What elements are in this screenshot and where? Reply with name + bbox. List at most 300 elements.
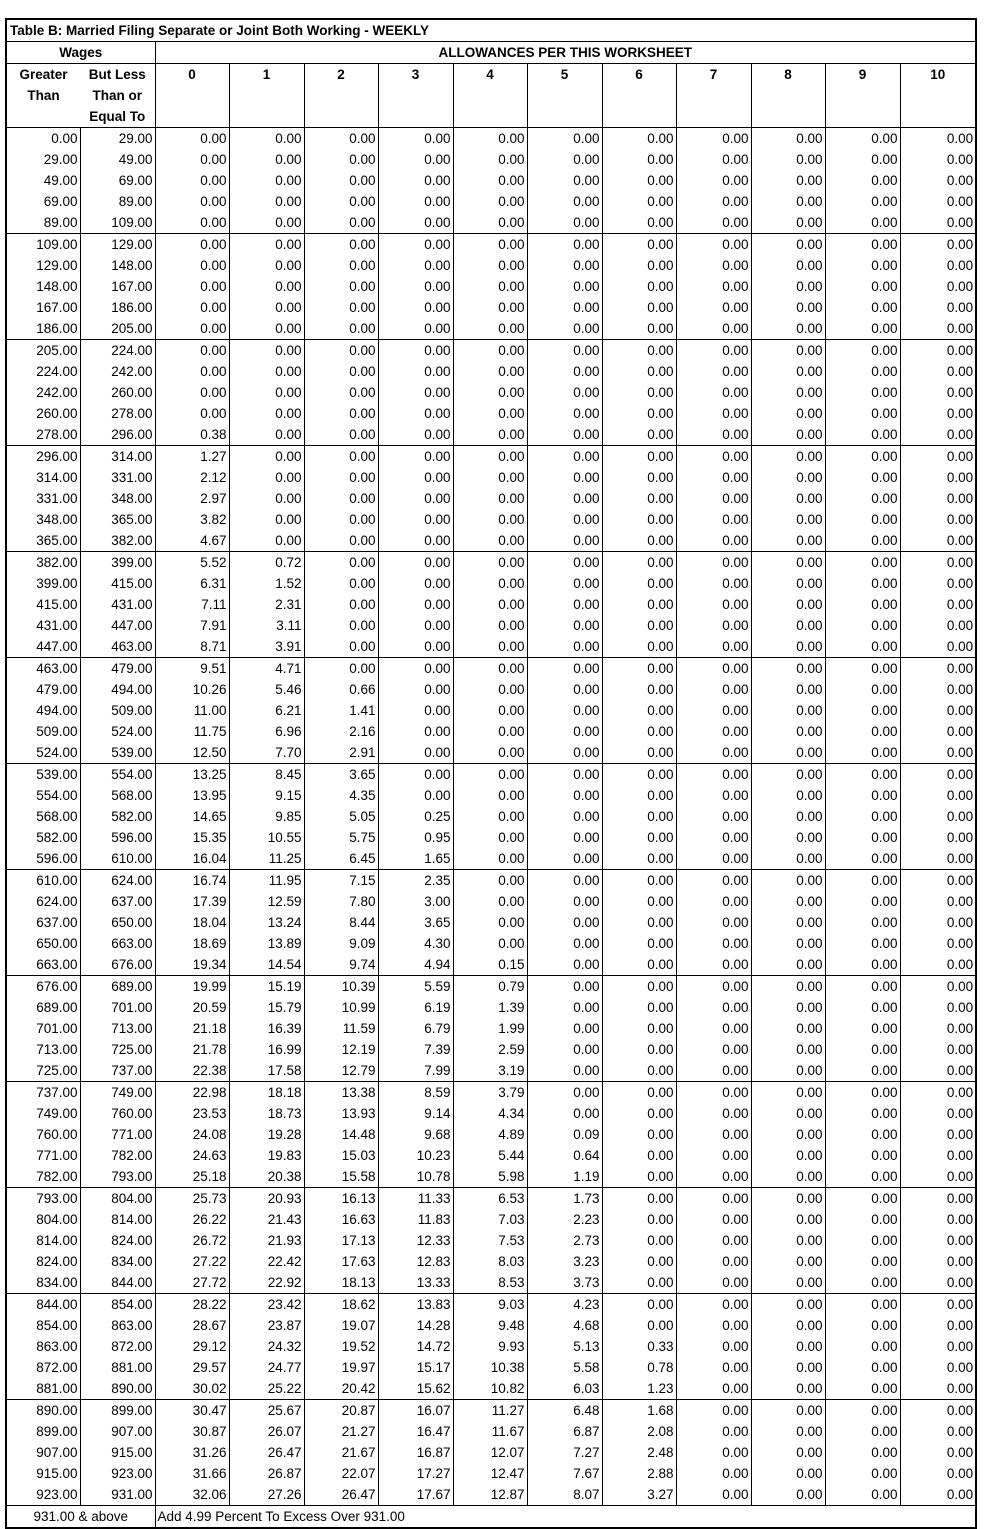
withholding-allowance-3-cell: 11.83 — [378, 1209, 453, 1230]
wage-greater-than-cell: 650.00 — [6, 933, 80, 954]
withholding-allowance-3-cell: 12.33 — [378, 1230, 453, 1251]
withholding-allowance-9-cell: 0.00 — [825, 1294, 900, 1316]
withholding-allowance-10-cell: 0.00 — [900, 403, 976, 424]
table-row — [6, 1442, 976, 1463]
withholding-allowance-5-cell: 0.00 — [527, 361, 602, 382]
withholding-allowance-2-cell: 0.00 — [304, 403, 378, 424]
table-row — [6, 870, 976, 892]
withholding-allowance-10-cell: 0.00 — [900, 1378, 976, 1400]
withholding-allowance-4-cell: 0.00 — [453, 170, 527, 191]
withholding-allowance-3-cell: 5.59 — [378, 976, 453, 998]
withholding-allowance-3-cell: 4.94 — [378, 954, 453, 976]
withholding-allowance-8-cell: 0.00 — [751, 997, 825, 1018]
withholding-allowance-10-cell: 0.00 — [900, 1357, 976, 1378]
wage-but-less-cell: 49.00 — [80, 149, 155, 170]
withholding-allowance-1-cell: 16.99 — [229, 1039, 304, 1060]
withholding-allowance-6-cell: 0.00 — [602, 636, 676, 658]
withholding-table — [5, 18, 977, 1529]
table-row — [6, 1315, 976, 1336]
wage-greater-than-cell: 554.00 — [6, 785, 80, 806]
withholding-allowance-7-cell: 0.00 — [676, 1145, 751, 1166]
withholding-allowance-9-cell: 0.00 — [825, 1442, 900, 1463]
withholding-allowance-7-cell: 0.00 — [676, 700, 751, 721]
withholding-allowance-2-cell: 0.00 — [304, 636, 378, 658]
withholding-allowance-10-cell: 0.00 — [900, 870, 976, 892]
wage-but-less-cell: 554.00 — [80, 764, 155, 786]
withholding-allowance-2-cell: 0.00 — [304, 128, 378, 150]
withholding-allowance-5-cell: 0.00 — [527, 1060, 602, 1082]
withholding-allowance-3-cell: 13.83 — [378, 1294, 453, 1316]
allowance-1-header: 1 — [229, 64, 304, 86]
withholding-allowance-7-cell: 0.00 — [676, 128, 751, 150]
wage-but-less-cell: 814.00 — [80, 1209, 155, 1230]
withholding-allowance-5-cell: 0.00 — [527, 191, 602, 212]
withholding-allowance-8-cell: 0.00 — [751, 594, 825, 615]
withholding-allowance-4-cell: 11.27 — [453, 1400, 527, 1422]
withholding-allowance-10-cell: 0.00 — [900, 1060, 976, 1082]
withholding-allowance-8-cell: 0.00 — [751, 509, 825, 530]
withholding-allowance-7-cell: 0.00 — [676, 848, 751, 870]
withholding-allowance-1-cell: 19.83 — [229, 1145, 304, 1166]
withholding-allowance-10-cell: 0.00 — [900, 1484, 976, 1506]
table-row — [6, 679, 976, 700]
withholding-allowance-8-cell: 0.00 — [751, 446, 825, 468]
withholding-allowance-6-cell: 0.00 — [602, 1272, 676, 1294]
withholding-allowance-1-cell: 12.59 — [229, 891, 304, 912]
withholding-allowance-5-cell: 7.27 — [527, 1442, 602, 1463]
table-row — [6, 1230, 976, 1251]
withholding-allowance-8-cell: 0.00 — [751, 615, 825, 636]
withholding-allowance-3-cell: 0.00 — [378, 361, 453, 382]
withholding-allowance-4-cell: 5.98 — [453, 1166, 527, 1188]
withholding-allowance-9-cell: 0.00 — [825, 361, 900, 382]
withholding-allowance-9-cell: 0.00 — [825, 318, 900, 340]
wage-but-less-cell: 624.00 — [80, 870, 155, 892]
withholding-allowance-2-cell: 12.79 — [304, 1060, 378, 1082]
withholding-allowance-0-cell: 9.51 — [155, 658, 229, 680]
table-row — [6, 509, 976, 530]
withholding-allowance-7-cell: 0.00 — [676, 1400, 751, 1422]
withholding-allowance-0-cell: 6.31 — [155, 573, 229, 594]
withholding-allowance-9-cell: 0.00 — [825, 870, 900, 892]
withholding-allowance-0-cell: 10.26 — [155, 679, 229, 700]
withholding-allowance-0-cell: 25.73 — [155, 1188, 229, 1210]
withholding-allowance-8-cell: 0.00 — [751, 1421, 825, 1442]
wage-greater-than-cell: 881.00 — [6, 1378, 80, 1400]
wage-greater-than-cell: 890.00 — [6, 1400, 80, 1422]
withholding-allowance-9-cell: 0.00 — [825, 636, 900, 658]
withholding-allowance-5-cell: 0.00 — [527, 530, 602, 552]
withholding-allowance-4-cell: 3.19 — [453, 1060, 527, 1082]
withholding-allowance-9-cell: 0.00 — [825, 1124, 900, 1145]
withholding-allowance-1-cell: 22.42 — [229, 1251, 304, 1272]
withholding-allowance-4-cell: 8.03 — [453, 1251, 527, 1272]
table-row — [6, 721, 976, 742]
withholding-allowance-0-cell: 11.75 — [155, 721, 229, 742]
withholding-allowance-3-cell: 0.95 — [378, 827, 453, 848]
withholding-allowance-7-cell: 0.00 — [676, 636, 751, 658]
withholding-allowance-3-cell: 0.00 — [378, 488, 453, 509]
withholding-allowance-7-cell: 0.00 — [676, 1039, 751, 1060]
withholding-allowance-3-cell: 0.00 — [378, 446, 453, 468]
withholding-allowance-8-cell: 0.00 — [751, 912, 825, 933]
withholding-allowance-10-cell: 0.00 — [900, 128, 976, 150]
withholding-allowance-6-cell: 0.00 — [602, 806, 676, 827]
wage-greater-than-cell: 872.00 — [6, 1357, 80, 1378]
wage-greater-than-cell: 148.00 — [6, 276, 80, 297]
withholding-allowance-8-cell: 0.00 — [751, 1039, 825, 1060]
withholding-allowance-1-cell: 27.26 — [229, 1484, 304, 1506]
withholding-allowance-10-cell: 0.00 — [900, 976, 976, 998]
footer-note: Add 4.99 Percent To Excess Over 931.00 — [155, 1506, 976, 1529]
withholding-allowance-3-cell: 0.00 — [378, 234, 453, 256]
table-row — [6, 1124, 976, 1145]
wage-but-less-cell: 771.00 — [80, 1124, 155, 1145]
withholding-allowance-2-cell: 18.13 — [304, 1272, 378, 1294]
withholding-allowance-9-cell: 0.00 — [825, 1145, 900, 1166]
withholding-allowance-9-cell: 0.00 — [825, 594, 900, 615]
withholding-allowance-10-cell: 0.00 — [900, 764, 976, 786]
withholding-allowance-7-cell: 0.00 — [676, 509, 751, 530]
withholding-allowance-4-cell: 0.00 — [453, 403, 527, 424]
withholding-allowance-10-cell: 0.00 — [900, 679, 976, 700]
withholding-allowance-2-cell: 17.63 — [304, 1251, 378, 1272]
wage-greater-than-cell: 663.00 — [6, 954, 80, 976]
withholding-allowance-9-cell: 0.00 — [825, 424, 900, 446]
withholding-allowance-1-cell: 0.00 — [229, 170, 304, 191]
withholding-allowance-4-cell: 0.00 — [453, 234, 527, 256]
withholding-allowance-8-cell: 0.00 — [751, 636, 825, 658]
withholding-allowance-8-cell: 0.00 — [751, 488, 825, 509]
withholding-allowance-4-cell: 0.00 — [453, 361, 527, 382]
withholding-allowance-3-cell: 16.07 — [378, 1400, 453, 1422]
withholding-allowance-10-cell: 0.00 — [900, 933, 976, 954]
wage-greater-than-cell: 463.00 — [6, 658, 80, 680]
withholding-allowance-1-cell: 11.25 — [229, 848, 304, 870]
withholding-allowance-8-cell: 0.00 — [751, 1145, 825, 1166]
withholding-allowance-1-cell: 6.21 — [229, 700, 304, 721]
withholding-allowance-2-cell: 10.39 — [304, 976, 378, 998]
withholding-allowance-1-cell: 24.32 — [229, 1336, 304, 1357]
withholding-allowance-5-cell: 0.00 — [527, 488, 602, 509]
withholding-allowance-3-cell: 2.35 — [378, 870, 453, 892]
withholding-allowance-0-cell: 13.95 — [155, 785, 229, 806]
wage-greater-than-cell: 109.00 — [6, 234, 80, 256]
withholding-allowance-9-cell: 0.00 — [825, 764, 900, 786]
withholding-allowance-9-cell: 0.00 — [825, 1421, 900, 1442]
withholding-allowance-4-cell: 0.00 — [453, 573, 527, 594]
withholding-allowance-6-cell: 0.00 — [602, 552, 676, 574]
withholding-allowance-3-cell: 14.28 — [378, 1315, 453, 1336]
wage-but-less-cell: 782.00 — [80, 1145, 155, 1166]
withholding-allowance-4-cell: 0.00 — [453, 636, 527, 658]
withholding-allowance-4-cell: 0.00 — [453, 318, 527, 340]
withholding-allowance-8-cell: 0.00 — [751, 318, 825, 340]
withholding-allowance-2-cell: 21.67 — [304, 1442, 378, 1463]
withholding-allowance-6-cell: 0.00 — [602, 318, 676, 340]
withholding-allowance-10-cell: 0.00 — [900, 488, 976, 509]
withholding-allowance-8-cell: 0.00 — [751, 530, 825, 552]
withholding-allowance-1-cell: 25.67 — [229, 1400, 304, 1422]
wage-greater-than-cell: 814.00 — [6, 1230, 80, 1251]
withholding-allowance-0-cell: 29.57 — [155, 1357, 229, 1378]
withholding-allowance-10-cell: 0.00 — [900, 1294, 976, 1316]
withholding-allowance-9-cell: 0.00 — [825, 1315, 900, 1336]
withholding-allowance-4-cell: 0.00 — [453, 658, 527, 680]
withholding-allowance-5-cell: 0.00 — [527, 997, 602, 1018]
withholding-allowance-2-cell: 15.58 — [304, 1166, 378, 1188]
wage-greater-than-cell: 824.00 — [6, 1251, 80, 1272]
wage-but-less-cell: 760.00 — [80, 1103, 155, 1124]
withholding-allowance-7-cell: 0.00 — [676, 1357, 751, 1378]
withholding-allowance-5-cell: 0.00 — [527, 870, 602, 892]
withholding-allowance-6-cell: 0.00 — [602, 212, 676, 234]
wage-but-less-cell: 737.00 — [80, 1060, 155, 1082]
withholding-allowance-3-cell: 0.00 — [378, 615, 453, 636]
wage-greater-than-cell: 610.00 — [6, 870, 80, 892]
withholding-allowance-8-cell: 0.00 — [751, 1018, 825, 1039]
withholding-allowance-5-cell: 0.00 — [527, 615, 602, 636]
withholding-allowance-4-cell: 10.82 — [453, 1378, 527, 1400]
withholding-allowance-10-cell: 0.00 — [900, 848, 976, 870]
wage-but-less-cell: 713.00 — [80, 1018, 155, 1039]
withholding-allowance-1-cell: 0.00 — [229, 128, 304, 150]
table-row — [6, 191, 976, 212]
withholding-allowance-4-cell: 3.79 — [453, 1082, 527, 1104]
allowance-10-header: 10 — [900, 64, 976, 86]
table-row — [6, 976, 976, 998]
wage-greater-than-cell: 863.00 — [6, 1336, 80, 1357]
table-row — [6, 488, 976, 509]
withholding-allowance-10-cell: 0.00 — [900, 1272, 976, 1294]
withholding-allowance-2-cell: 21.27 — [304, 1421, 378, 1442]
withholding-allowance-0-cell: 7.91 — [155, 615, 229, 636]
withholding-allowance-3-cell: 12.83 — [378, 1251, 453, 1272]
wage-greater-than-cell: 494.00 — [6, 700, 80, 721]
withholding-allowance-1-cell: 0.00 — [229, 191, 304, 212]
withholding-allowance-7-cell: 0.00 — [676, 976, 751, 998]
withholding-allowance-7-cell: 0.00 — [676, 297, 751, 318]
withholding-allowance-2-cell: 0.00 — [304, 573, 378, 594]
wage-but-less-cell: 863.00 — [80, 1315, 155, 1336]
wage-but-less-cell: 331.00 — [80, 467, 155, 488]
withholding-allowance-5-cell: 0.00 — [527, 594, 602, 615]
withholding-allowance-9-cell: 0.00 — [825, 1484, 900, 1506]
withholding-allowance-9-cell: 0.00 — [825, 403, 900, 424]
withholding-allowance-8-cell: 0.00 — [751, 785, 825, 806]
withholding-allowance-7-cell: 0.00 — [676, 1442, 751, 1463]
wage-but-less-cell: 382.00 — [80, 530, 155, 552]
wage-greater-than-cell: 713.00 — [6, 1039, 80, 1060]
withholding-allowance-1-cell: 23.42 — [229, 1294, 304, 1316]
withholding-allowance-1-cell: 13.24 — [229, 912, 304, 933]
withholding-allowance-5-cell: 0.00 — [527, 1039, 602, 1060]
table-row — [6, 1484, 976, 1506]
withholding-allowance-10-cell: 0.00 — [900, 340, 976, 362]
withholding-allowance-8-cell: 0.00 — [751, 170, 825, 191]
withholding-allowance-5-cell: 4.68 — [527, 1315, 602, 1336]
withholding-allowance-6-cell: 0.00 — [602, 149, 676, 170]
wage-but-less-cell: 804.00 — [80, 1188, 155, 1210]
withholding-allowance-6-cell: 0.00 — [602, 721, 676, 742]
withholding-allowance-10-cell: 0.00 — [900, 827, 976, 848]
withholding-allowance-3-cell: 17.67 — [378, 1484, 453, 1506]
withholding-allowance-9-cell: 0.00 — [825, 234, 900, 256]
table-row — [6, 764, 976, 786]
wage-but-less-cell: 637.00 — [80, 891, 155, 912]
withholding-allowance-3-cell: 0.00 — [378, 212, 453, 234]
withholding-allowance-0-cell: 0.00 — [155, 297, 229, 318]
wage-greater-than-cell: 314.00 — [6, 467, 80, 488]
withholding-allowance-6-cell: 0.00 — [602, 467, 676, 488]
withholding-allowance-4-cell: 0.00 — [453, 891, 527, 912]
withholding-allowance-10-cell: 0.00 — [900, 785, 976, 806]
withholding-allowance-9-cell: 0.00 — [825, 1357, 900, 1378]
withholding-allowance-3-cell: 0.00 — [378, 255, 453, 276]
withholding-allowance-10-cell: 0.00 — [900, 424, 976, 446]
withholding-allowance-7-cell: 0.00 — [676, 997, 751, 1018]
withholding-allowance-8-cell: 0.00 — [751, 467, 825, 488]
withholding-allowance-7-cell: 0.00 — [676, 1251, 751, 1272]
withholding-allowance-0-cell: 8.71 — [155, 636, 229, 658]
table-row — [6, 1400, 976, 1422]
but-less-header-line-2: Than or — [80, 85, 155, 106]
withholding-allowance-9-cell: 0.00 — [825, 297, 900, 318]
withholding-allowance-9-cell: 0.00 — [825, 1336, 900, 1357]
withholding-allowance-5-cell: 1.73 — [527, 1188, 602, 1210]
table-row — [6, 382, 976, 403]
withholding-allowance-5-cell: 0.00 — [527, 721, 602, 742]
withholding-allowance-4-cell: 9.93 — [453, 1336, 527, 1357]
table-row — [6, 1378, 976, 1400]
withholding-allowance-3-cell: 0.00 — [378, 594, 453, 615]
withholding-allowance-2-cell: 0.00 — [304, 191, 378, 212]
withholding-allowance-7-cell: 0.00 — [676, 1421, 751, 1442]
wage-but-less-cell: 844.00 — [80, 1272, 155, 1294]
withholding-allowance-8-cell: 0.00 — [751, 1442, 825, 1463]
withholding-allowance-8-cell: 0.00 — [751, 1188, 825, 1210]
withholding-allowance-7-cell: 0.00 — [676, 467, 751, 488]
withholding-allowance-3-cell: 0.00 — [378, 191, 453, 212]
withholding-allowance-8-cell: 0.00 — [751, 340, 825, 362]
withholding-allowance-9-cell: 0.00 — [825, 1463, 900, 1484]
withholding-allowance-10-cell: 0.00 — [900, 446, 976, 468]
withholding-allowance-4-cell: 12.07 — [453, 1442, 527, 1463]
withholding-allowance-7-cell: 0.00 — [676, 785, 751, 806]
withholding-allowance-6-cell: 0.33 — [602, 1336, 676, 1357]
withholding-allowance-1-cell: 22.92 — [229, 1272, 304, 1294]
withholding-allowance-0-cell: 0.00 — [155, 170, 229, 191]
withholding-allowance-5-cell: 0.00 — [527, 573, 602, 594]
withholding-allowance-4-cell: 0.00 — [453, 785, 527, 806]
withholding-allowance-1-cell: 7.70 — [229, 742, 304, 764]
wage-greater-than-cell: 596.00 — [6, 848, 80, 870]
withholding-allowance-2-cell: 5.05 — [304, 806, 378, 827]
withholding-allowance-3-cell: 0.00 — [378, 297, 453, 318]
withholding-allowance-2-cell: 6.45 — [304, 848, 378, 870]
wage-but-less-cell: 650.00 — [80, 912, 155, 933]
withholding-allowance-6-cell: 2.88 — [602, 1463, 676, 1484]
withholding-allowance-10-cell: 0.00 — [900, 573, 976, 594]
table-row — [6, 1357, 976, 1378]
withholding-allowance-5-cell: 2.23 — [527, 1209, 602, 1230]
withholding-allowance-5-cell: 0.00 — [527, 340, 602, 362]
withholding-allowance-6-cell: 0.00 — [602, 1209, 676, 1230]
withholding-allowance-1-cell: 26.87 — [229, 1463, 304, 1484]
withholding-allowance-0-cell: 0.00 — [155, 212, 229, 234]
withholding-allowance-9-cell: 0.00 — [825, 933, 900, 954]
withholding-allowance-1-cell: 18.18 — [229, 1082, 304, 1104]
wage-but-less-cell: 148.00 — [80, 255, 155, 276]
table-row — [6, 424, 976, 446]
wage-greater-than-cell: 260.00 — [6, 403, 80, 424]
withholding-allowance-7-cell: 0.00 — [676, 1336, 751, 1357]
wage-but-less-cell: 260.00 — [80, 382, 155, 403]
withholding-allowance-1-cell: 15.19 — [229, 976, 304, 998]
withholding-allowance-1-cell: 0.00 — [229, 382, 304, 403]
wage-greater-than-cell: 749.00 — [6, 1103, 80, 1124]
withholding-allowance-0-cell: 12.50 — [155, 742, 229, 764]
withholding-allowance-6-cell: 1.68 — [602, 1400, 676, 1422]
withholding-allowance-0-cell: 0.00 — [155, 255, 229, 276]
withholding-allowance-6-cell: 0.00 — [602, 403, 676, 424]
withholding-allowance-0-cell: 27.72 — [155, 1272, 229, 1294]
table-row — [6, 467, 976, 488]
withholding-allowance-9-cell: 0.00 — [825, 1166, 900, 1188]
wage-but-less-cell: 824.00 — [80, 1230, 155, 1251]
withholding-allowance-8-cell: 0.00 — [751, 954, 825, 976]
withholding-allowance-0-cell: 22.38 — [155, 1060, 229, 1082]
withholding-allowance-2-cell: 15.03 — [304, 1145, 378, 1166]
table-row — [6, 1060, 976, 1082]
withholding-allowance-0-cell: 25.18 — [155, 1166, 229, 1188]
withholding-allowance-7-cell: 0.00 — [676, 891, 751, 912]
withholding-allowance-1-cell: 0.00 — [229, 297, 304, 318]
wage-but-less-cell: 701.00 — [80, 997, 155, 1018]
wage-but-less-cell: 890.00 — [80, 1378, 155, 1400]
withholding-allowance-9-cell: 0.00 — [825, 382, 900, 403]
withholding-allowance-8-cell: 0.00 — [751, 297, 825, 318]
withholding-allowance-5-cell: 0.00 — [527, 255, 602, 276]
withholding-allowance-1-cell: 15.79 — [229, 997, 304, 1018]
withholding-allowance-0-cell: 24.63 — [155, 1145, 229, 1166]
withholding-allowance-2-cell: 0.00 — [304, 318, 378, 340]
withholding-allowance-4-cell: 0.00 — [453, 382, 527, 403]
withholding-allowance-1-cell: 21.93 — [229, 1230, 304, 1251]
withholding-allowance-8-cell: 0.00 — [751, 403, 825, 424]
allowance-0-header: 0 — [155, 64, 229, 86]
withholding-allowance-4-cell: 0.00 — [453, 128, 527, 150]
withholding-allowance-6-cell: 0.00 — [602, 1230, 676, 1251]
withholding-allowance-10-cell: 0.00 — [900, 509, 976, 530]
withholding-allowance-2-cell: 20.87 — [304, 1400, 378, 1422]
withholding-allowance-1-cell: 24.77 — [229, 1357, 304, 1378]
withholding-allowance-10-cell: 0.00 — [900, 658, 976, 680]
withholding-allowance-6-cell: 0.00 — [602, 742, 676, 764]
withholding-allowance-8-cell: 0.00 — [751, 424, 825, 446]
table-row — [6, 636, 976, 658]
withholding-allowance-7-cell: 0.00 — [676, 234, 751, 256]
withholding-allowance-6-cell: 0.00 — [602, 912, 676, 933]
withholding-allowance-4-cell: 0.00 — [453, 806, 527, 827]
withholding-allowance-9-cell: 0.00 — [825, 509, 900, 530]
withholding-allowance-5-cell: 0.00 — [527, 318, 602, 340]
withholding-allowance-8-cell: 0.00 — [751, 1166, 825, 1188]
withholding-allowance-1-cell: 0.00 — [229, 467, 304, 488]
withholding-allowance-9-cell: 0.00 — [825, 742, 900, 764]
withholding-allowance-10-cell: 0.00 — [900, 1463, 976, 1484]
table-row — [6, 340, 976, 362]
